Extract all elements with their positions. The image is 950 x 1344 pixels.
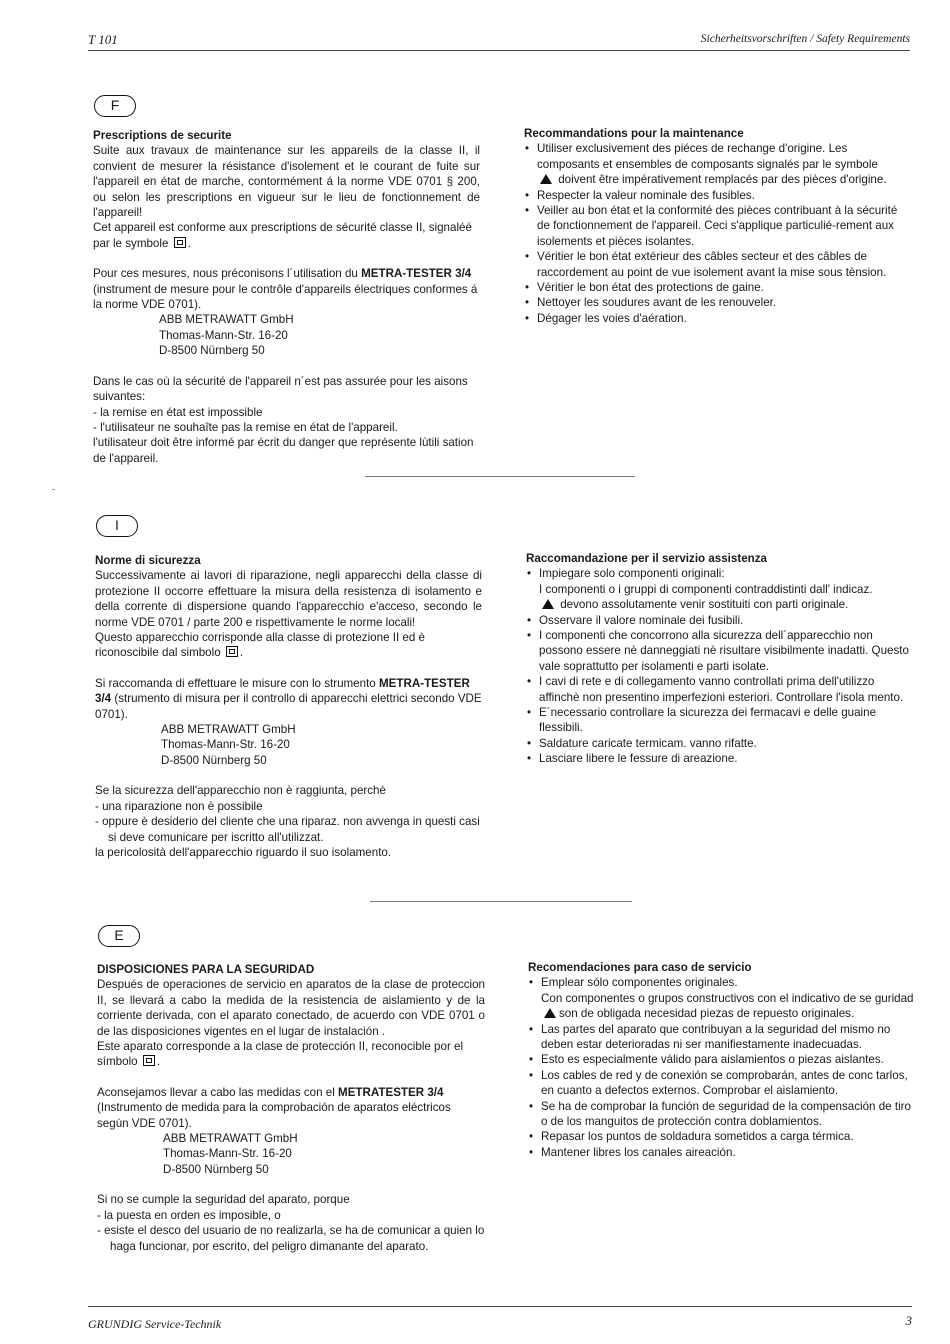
dash-item: - oppure è desiderio del cliente che una riparaz. non avvenga in questi casi si deve comunicare per iscritto all'utilizzat. (95, 815, 480, 844)
it-service-section (526, 551, 914, 767)
warning-triangle-icon (542, 599, 554, 609)
list-item: • Véritier le bon état extérieur des câbles secteur et des câbles de raccordement au point de vue isolement avant la mise sous tènsion. (525, 250, 887, 279)
list-item: • Lasciare libere le fessure di areazione. (527, 752, 738, 766)
dash-item: - l'utilisateur ne souhaîte pas la remise en état de l'appareil. (93, 420, 398, 434)
maintenance-list (524, 141, 912, 326)
section-divider (370, 901, 632, 902)
language-badge-it: I (96, 515, 138, 537)
service-list (526, 566, 914, 766)
list-item: • I cavi di rete e di collegamento vanno controllati prima dell'utilizzo affinchè non presentino imperfezioni esteriori. Controllare l'isola mento. (527, 675, 904, 704)
dash-item: - la remise en état est impossible (93, 405, 263, 419)
service-list (528, 975, 918, 1160)
address-line: D-8500 Nürnberg 50 (159, 344, 265, 358)
paragraph: Successivamente ai lavori di riparazione, negli apparecchi della classe di protezione II occorre effettuare la misura della resistenza di isolamento e della corrente di dispersione quando l'apparecchio e'acceso, secondo le norme VDE 0701 / parte 200 e rispettivamente le norme locali! (95, 569, 482, 629)
address-line: ABB METRAWATT GmbH (163, 1132, 298, 1146)
list-item: • Emplear sólo componentes originales. Con componentes o grupos constructivos con el indicativo de se guridadson de obligada necesidad piezas de repuesto originales. (529, 976, 914, 1021)
section-title: Norme di sicurezza (95, 554, 201, 567)
address-line: D-8500 Nürnberg 50 (163, 1162, 269, 1176)
list-item: • Repasar los puntos de soldadura sometidos a carga térmica. (529, 1130, 854, 1144)
list-item: • Véritier le bon état des protections de gaine. (525, 281, 764, 295)
paragraph: Cet appareil est conforme aux prescriptions de sécurité classe II, signaléé par le symbole . (93, 221, 472, 250)
dash-item: - una riparazione non è possibile (95, 799, 263, 813)
warning-triangle-icon (544, 1008, 556, 1018)
language-badge-es: E (98, 925, 140, 947)
it-safety-section (95, 553, 482, 860)
list-item: • E´necessario controllare la sicurezza dei fermacavi e delle guaine flessibili. (527, 706, 877, 735)
list-item: • Mantener libres los canales aireación. (529, 1145, 736, 1159)
section-title: Prescriptions de securite (93, 129, 232, 142)
address-line: ABB METRAWATT GmbH (159, 313, 294, 327)
list-item: • Dégager les voies d'aération. (525, 311, 687, 325)
paragraph: Suite aux travaux de maintenance sur les appareils de la classe II, il convient de mesurer la résistance d'isolement et le courant de fuite sur l'appareil en état de marche, contormément á la norme VDE 0701 § 200, ou selon les prescriptions en vigueur sur le lieu de fonctionnement de l'appareil! (93, 144, 480, 220)
page-footer (88, 1306, 912, 1331)
address-line: Thomas-Mann-Str. 16-20 (159, 328, 288, 342)
address-line: Thomas-Mann-Str. 16-20 (161, 738, 290, 752)
list-item: • Osservare il valore nominale dei fusibili. (527, 613, 744, 627)
address-line: Thomas-Mann-Str. 16-20 (163, 1147, 292, 1161)
language-badge-fr: F (94, 95, 136, 117)
section-title: DISPOSICIONES PARA LA SEGURIDAD (97, 963, 315, 976)
paragraph: l'utilisateur doit être informé par écrit du danger que représente lùtili sation de l'appareil. (93, 436, 474, 465)
fr-safety-section (93, 128, 480, 466)
header-title: Sicherheitsvorschriften / Safety Requirements (700, 33, 910, 45)
page-code: T 101 (88, 32, 118, 47)
page-header (88, 28, 910, 51)
list-item: • Respecter la valeur nominale des fusibles. (525, 188, 755, 202)
paragraph: Dans le cas où la sécurité de l'appareil n´est pas assurée pour les aisons suivantes: (93, 374, 468, 404)
list-item: • Impiegare solo componenti originali: I componenti o i gruppi di componenti contraddistinti dall' indicaz. devono assolutamente venir sostituiti con parti originale. (527, 567, 873, 612)
dash-item: - esiste el desco del usuario de no realizarla, se ha de comunicar a quien lo haga funcionar, por escrito, del peligro dimanante del aparato. (97, 1224, 485, 1253)
list-item: • I componenti che concorrono alla sicurezza dell´apparecchio non possono essere nè danneggiati nè risultare visibilmente inadatti. Questo vale soprattutto per isolamenti e parti isolate. (527, 629, 909, 673)
list-item: • Saldature caricate termicam. vanno rifatte. (527, 736, 757, 750)
list-item: • Veiller au bon état et la conformité des pièces contribuant à la sécurité de fonctionnement de l'appareil. Ceci s'applique particulié-rement aux isolements et pièces isolantes. (525, 204, 898, 248)
warning-triangle-icon (540, 174, 552, 184)
class-ii-symbol-icon (174, 237, 186, 248)
class-ii-symbol-icon (143, 1055, 155, 1066)
paragraph: Después de operaciones de servicio en aparatos de la clase de proteccion II, se llevará a cabo la medida de la resistencia de aislamiento y de la corriente derivada, con el aparato conectado, de acuerdo con VDE 0701 o de las disposiciones vigentes en el lugar de instalación . (97, 978, 485, 1038)
list-item: • Las partes del aparato que contribuyan a la seguridad del mismo no deben estar deterioradas ni ser manifiestamente inadecuadas. (529, 1022, 891, 1052)
es-safety-section (97, 962, 485, 1254)
paragraph: Si no se cumple la seguridad del aparato, porque (97, 1193, 350, 1207)
paragraph: Se la sicurezza dell'apparecchio non è raggiunta, perchè (95, 784, 386, 798)
paragraph: Questo apparecchio corrisponde alla classe di protezione II ed è riconoscibile dal simbolo . (95, 631, 425, 660)
section-title: Recomendaciones para caso de servicio (528, 961, 752, 974)
section-divider (365, 476, 635, 477)
footer-brand: GRUNDIG Service-Technik (88, 1317, 222, 1331)
section-title: Raccomandazione per il servizio assistenza (526, 552, 767, 565)
es-service-section (528, 960, 918, 1160)
address-line: D-8500 Nürnberg 50 (161, 753, 267, 767)
class-ii-symbol-icon (226, 646, 238, 657)
list-item: • Nettoyer les soudures avant de les renouveler. (525, 296, 777, 310)
fr-maintenance-section (524, 126, 912, 326)
paragraph: la pericolosità dell'apparecchio riguardo il suo isolamento. (95, 845, 392, 859)
scan-mark (52, 489, 55, 490)
list-item: • Esto es especialmente válido para aislamientos o piezas aislantes. (529, 1053, 884, 1067)
list-item: • Utiliser exclusivement des piéces de rechange d'origine. Les composants et ensembles de composants signalés par le symbole doivent être impérativement remplacés par des pièces d'origine. (525, 142, 887, 187)
dash-item: - la puesta en orden es imposible, o (97, 1208, 281, 1222)
section-title: Recommandations pour la maintenance (524, 127, 744, 140)
paragraph: Pour ces mesures, nous préconisons l´utilisation du METRA-TESTER 3/4 (instrument de mesure pour le contrôle d'appareils électriques conformes á la norme VDE 0701). (93, 267, 478, 312)
address-line: ABB METRAWATT GmbH (161, 723, 296, 737)
page-number: 3 (905, 1313, 912, 1328)
list-item: • Los cables de red y de conexión se comprobarán, antes de conc tarlos, en cuanto a defectos externos. Comprobar el aislamiento. (529, 1068, 908, 1098)
paragraph: Si raccomanda di effettuare le misure con lo strumento METRA-TESTER 3/4 (strumento di misura per il controllo di apparecchi elettrici secondo VDE 0701). (95, 676, 482, 721)
list-item: • Se ha de comprobar la función de seguridad de la compensación de tiro o de los manguitos de protección contra doblamientos. (529, 1099, 911, 1129)
paragraph: Este aparato corresponde a la clase de protección II, reconocible por el símbolo . (97, 1040, 464, 1069)
paragraph: Aconsejamos llevar a cabo las medidas con el METRATESTER 3/4 (Instrumento de medida para la comprobación de aparatos eléctricos según VDE 0701). (97, 1085, 451, 1130)
